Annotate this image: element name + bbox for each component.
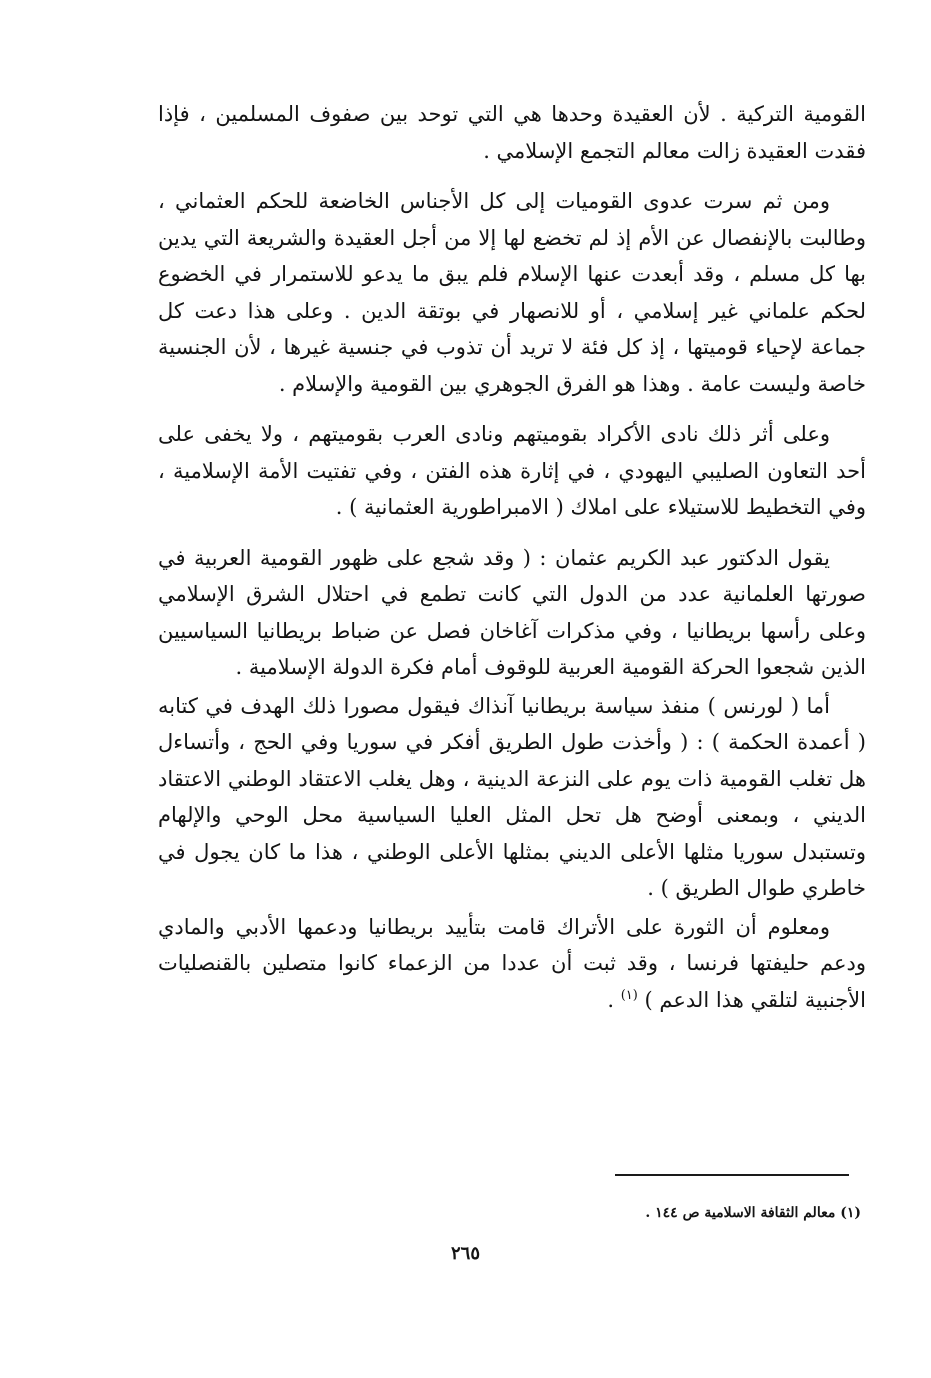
paragraph-3: وعلى أثر ذلك نادى الأكراد بقوميتهم ونادى العرب بقوميتهم ، ولا يخفى على أحد التعاون الصليبي اليهودي ، في إثارة هذه الفتن ، وفي تفتيت الأمة الإسلامية ، وفي التخطيط للاستيلاء على املاك ( الامبراطورية العثمانية ) . [158,422,866,519]
paragraph-6-text: ومعلوم أن الثورة على الأتراك قامت بتأييد بريطانيا ودعمها الأدبي والمادي ودعم حليفتها فرنسا ، وقد ثبت أن عددا من الزعماء كانوا متصلين بالقنصليات الأجنبية لتلقي هذا الدعم ) [158,914,866,1012]
footnote-divider [615,1174,849,1176]
paragraph-5: أما ( لورنس ) منفذ سياسة بريطانيا آنذاك فيقول مصورا ذلك الهدف في كتابه ( أعمدة الحكمة ) : ( وأخذت طول الطريق أفكر في سوريا وفي الحج ، وأتساءل هل تغلب القومية ذات يوم على النزعة الدينية ، وهل يغلب الاعتقاد الوطني الاعتقاد الديني ، وبمعنى أوضح هل تحل المثل العليا السياسية محل الوحي والإلهام وتستبدل سوريا مثلها الأعلى الديني بمثلها الأعلى الوطني ، هذا ما كان يجول في خاطري طوال الطريق ) . [158,693,866,900]
paragraph-6-end: . [607,987,621,1012]
paragraph-6 [158,909,866,1019]
paragraph-1: القومية التركية . لأن العقيدة وحدها هي التي توحد بين صفوف المسلمين ، فإذا فقدت العقيدة زالت معالم التجمع الإسلامي . [158,102,866,163]
paragraph-4: يقول الدكتور عبد الكريم عثمان : ( وقد شجع على ظهور القومية العربية في صورتها العلمانية عدد من الدول التي كانت تطمع في احتلال الشرق الإسلامي وعلى رأسها بريطانيا ، وفي مذكرات آغاخان فصل عن ضباط بريطانيا السياسيين الذين شجعوا الحركة القومية العربية للوقوف أمام فكرة الدولة الإسلامية . [158,545,866,679]
body-text [158,96,866,1032]
paragraph-2: ومن ثم سرت عدوى القوميات إلى كل الأجناس الخاضعة للحكم العثماني ، وطالبت بالإنفصال عن الأم إذ لم تخضع لها إلا من أجل العقيدة والشريعة التي يدين بها كل مسلم ، وقد أبعدت عنها الإسلام فلم يبق ما يدعو للاستمرار في الخضوع لحكم علماني غير إسلامي ، أو للانصهار في بوتقة الدين . وعلى هذا دعت كل جماعة لإحياء قوميتها ، إذ كل فئة لا تريد أن تذوب في جنسية غيرها ، لأن الجنسية خاصة وليست عامة . وهذا هو الفرق الجوهري بين القومية والإسلام . [158,189,866,396]
footnote-reference: (١) [620,987,638,1003]
footnote: (١) معالم الثقافة الاسلامية ص ١٤٤ . [645,1205,861,1221]
page-number: ٢٦٥ [450,1243,480,1264]
